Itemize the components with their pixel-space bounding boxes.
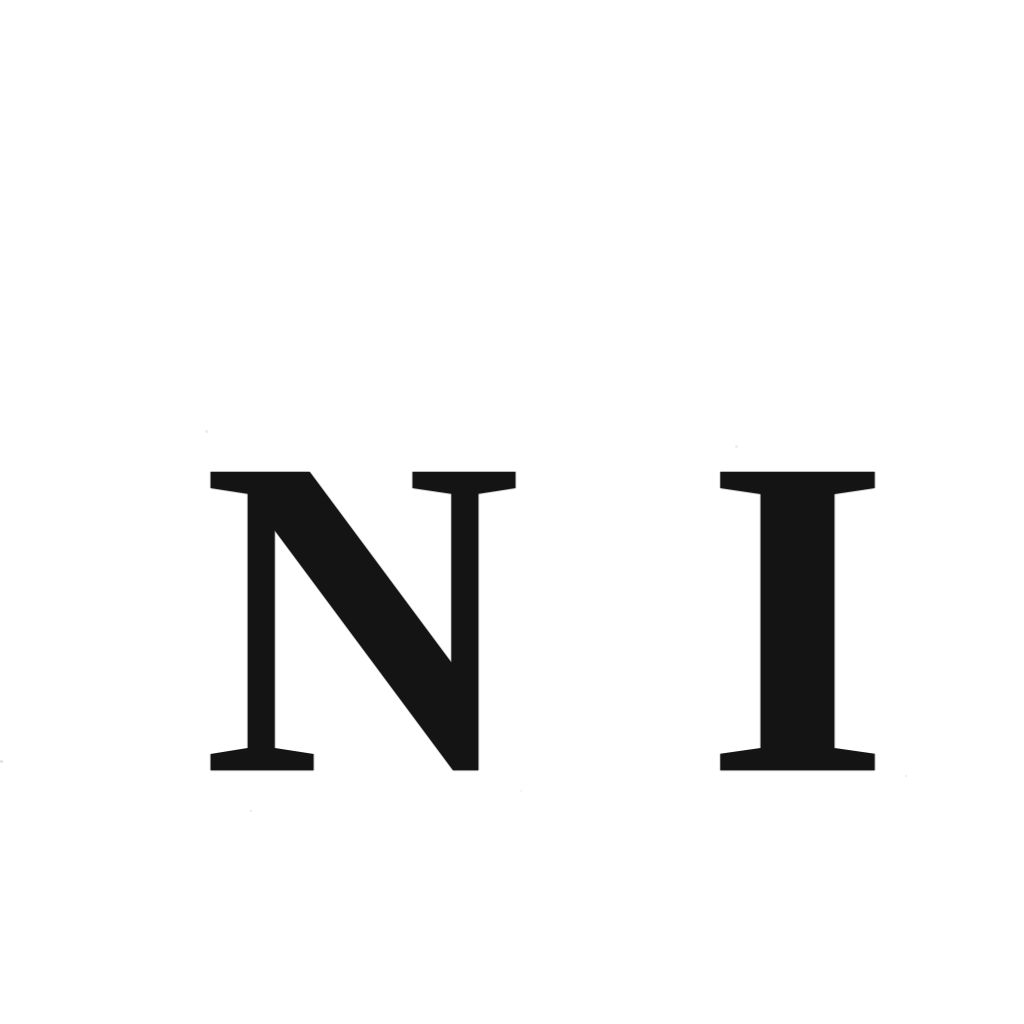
scan-speckle	[0, 760, 3, 763]
scan-speckle	[905, 775, 907, 777]
letter-i: I	[704, 363, 891, 870]
letter-n: N	[202, 363, 522, 870]
